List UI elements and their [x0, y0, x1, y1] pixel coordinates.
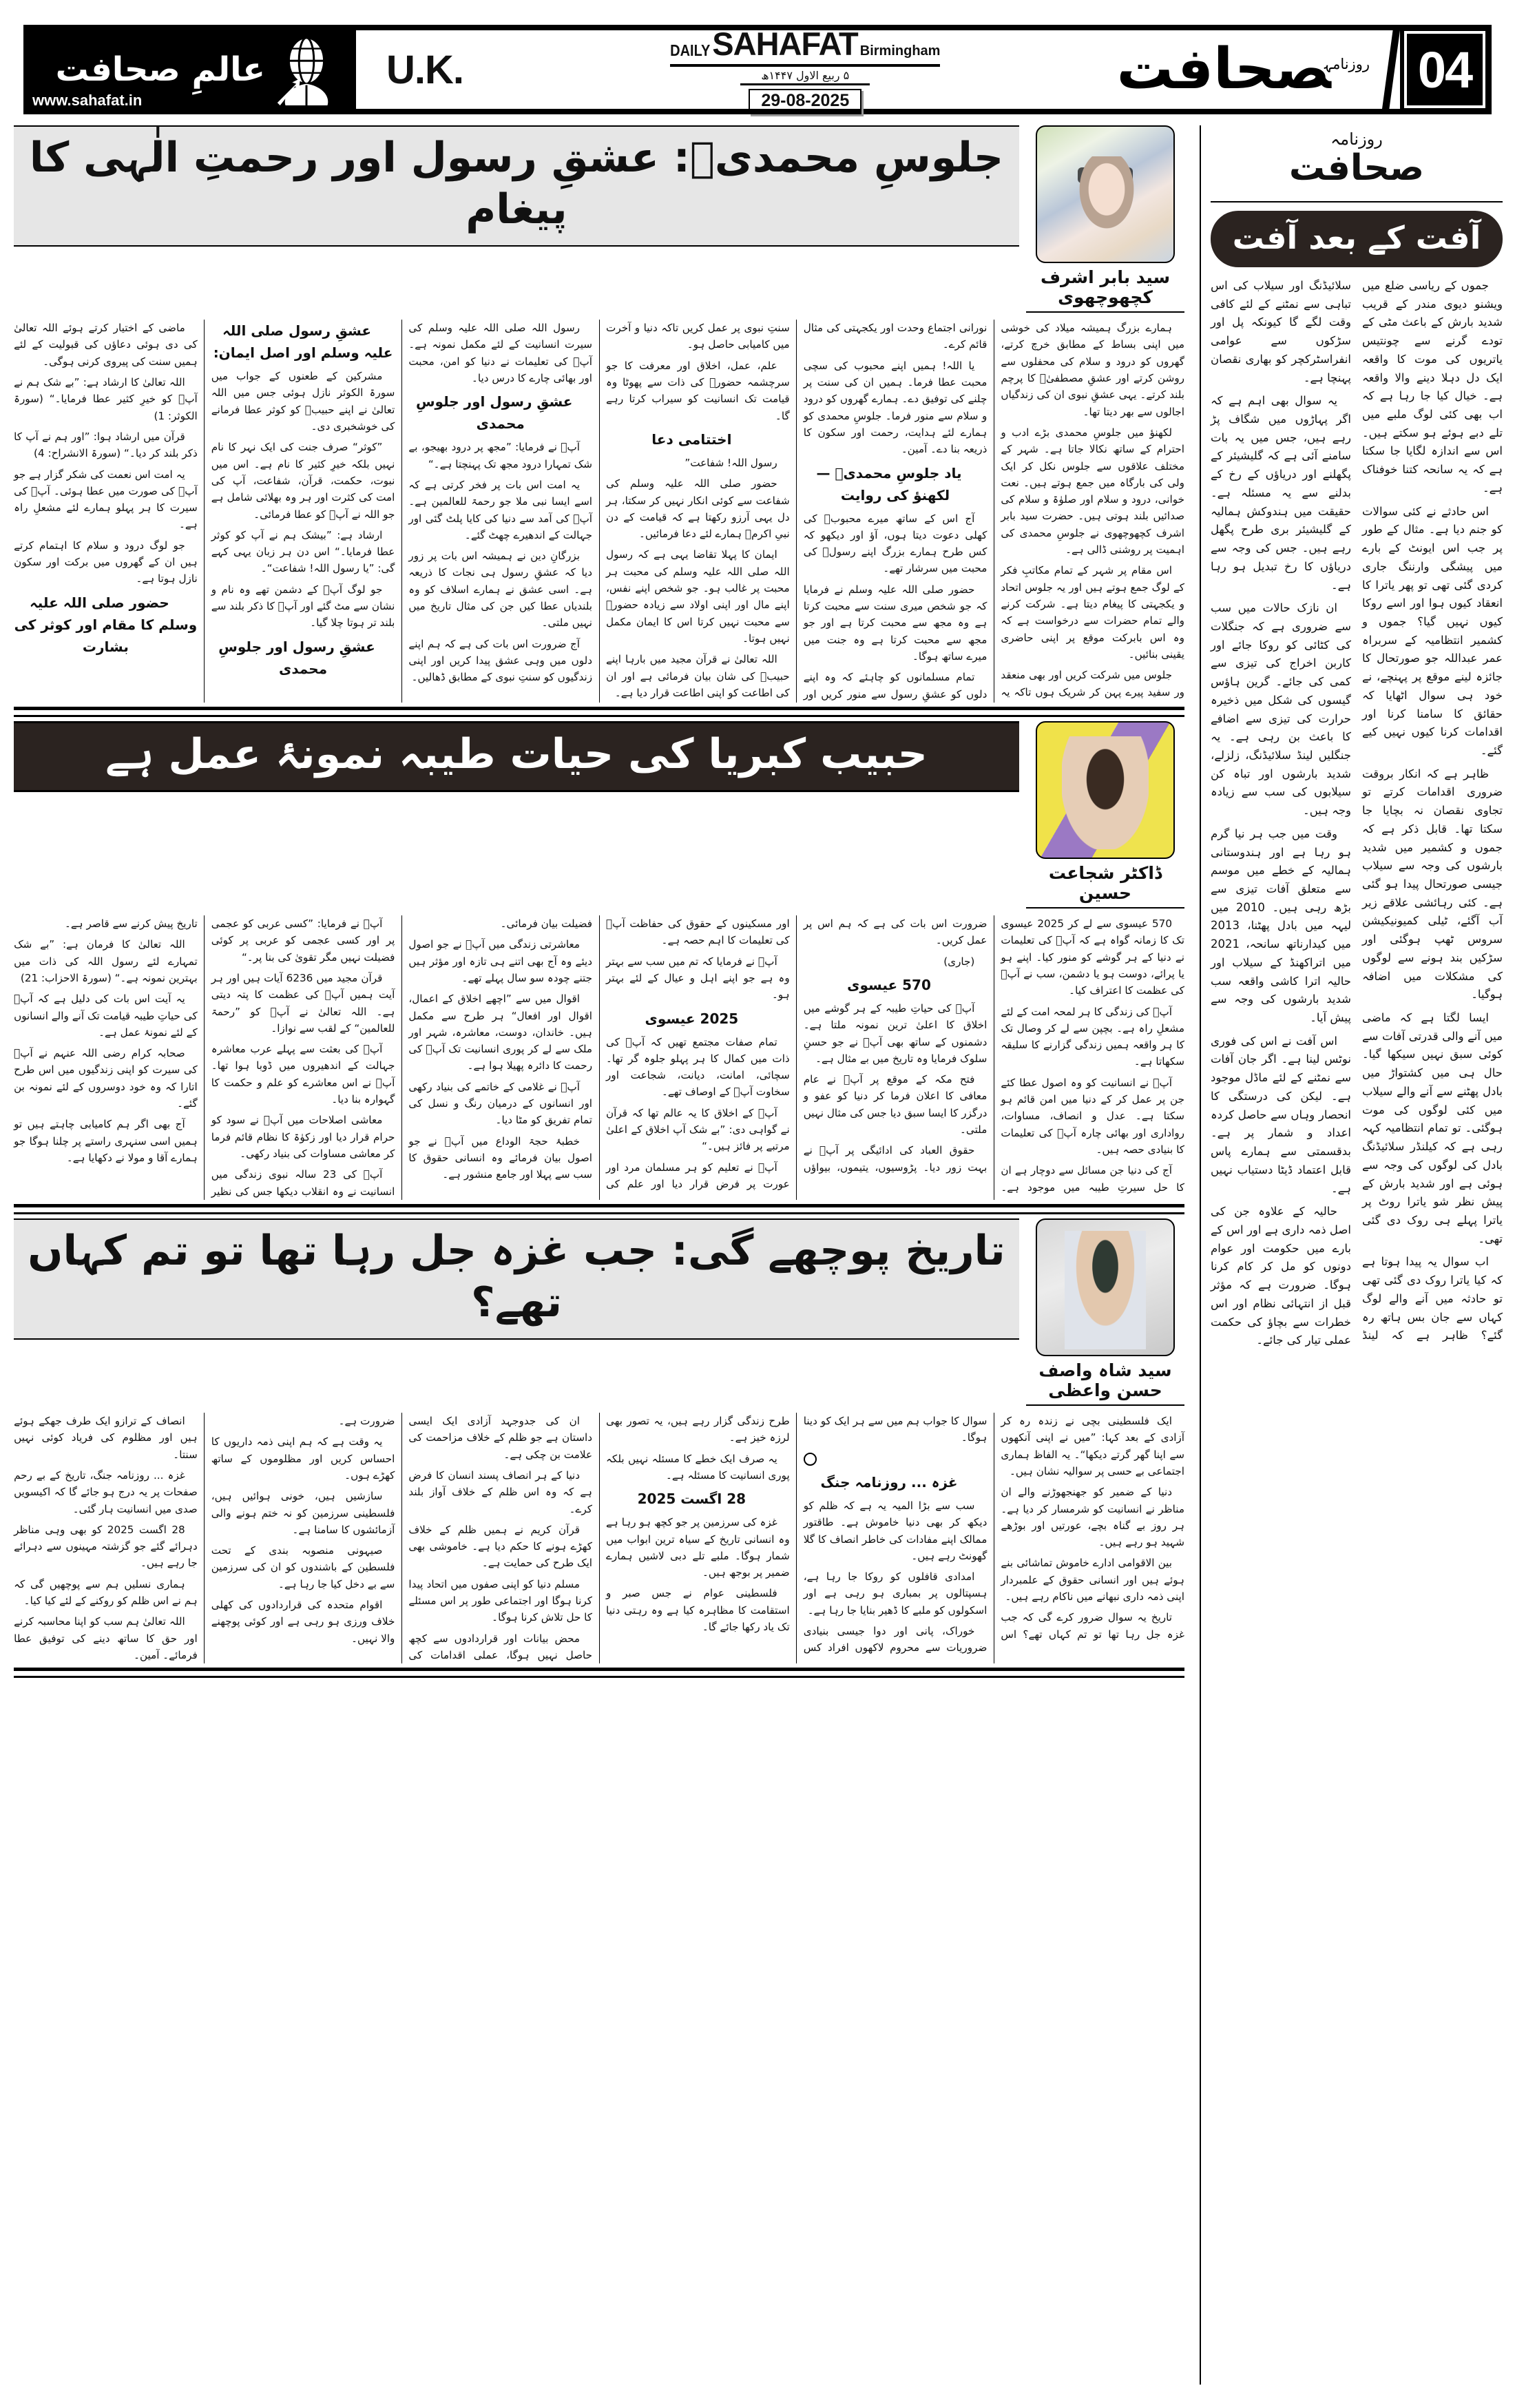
end-mark	[804, 1451, 988, 1467]
author-photo-shujaat-hussain	[1036, 721, 1175, 859]
page-number-badge: 04	[1404, 31, 1485, 108]
article-1-title: جلوسِ محمدیؐ: عشقِ رسول اور رحمتِ الٰہی کا پیغام	[14, 125, 1019, 247]
article-paragraph: قرآن کریم نے ہمیں ظلم کے خلاف کھڑے ہونے کا حکم دیا ہے۔ خاموشی بھی ایک طرح کی حمایت ہے۔	[408, 1523, 593, 1570]
article-paragraph: قرآن مجید میں 6236 آیات ہیں اور ہر آیت ہمیں آپؐ کی عظمت کا پتہ دیتی ہے۔ اللہ تعالیٰ نے آپؐ کو ”رحمۃ للعالمین“ کے لقب سے نوازا۔	[211, 971, 395, 1035]
article-paragraph: حقوق العباد کی ادائیگی پر آپؐ نے بہت زور دیا۔ پڑوسیوں، یتیموں، بیواؤں اور مسکینوں کے حقوق کی حفاظت آپؐ کی تعلیمات کا اہم حصہ ہے۔	[606, 917, 988, 1174]
article-paragraph: سب سے بڑا المیہ یہ ہے کہ ظلم کو دیکھ کر بھی دنیا خاموش ہے۔ طاقتور ممالک اپنے مفادات کی خاطر انصاف کا گلا گھونٹ رہے ہیں۔	[803, 1499, 988, 1562]
editorial-brand	[1211, 125, 1503, 189]
article-2-byline: ڈاکٹر شجاعت حسین	[1026, 863, 1184, 909]
article-3-byline: سید شاہ واصف حسن واعظی	[1026, 1360, 1184, 1406]
article-2-body	[14, 915, 1184, 1200]
article-paragraph: صیہونی منصوبہ بندی کے تحت فلسطین کے باشندوں کو ان کی سرزمین سے بے دخل کیا جا رہا ہے۔	[211, 1544, 395, 1590]
article-paragraph: لکھنؤ میں جلوسِ محمدی بڑے ادب و احترام کے ساتھ نکالا جاتا ہے۔ شہر کے مختلف علاقوں سے جلوس نکل کر ایک ولی کی بارگاہ میں جمع ہوتے ہیں۔ نعت خوانی، درود و سلام اور صلوٰۃ و سلام کی صدائیں بلند ہوتی ہیں۔ حضرت سید بابر اشرف کچھوچھوی نے جلوسِ محمدی کی اہمیت پر روشنی ڈالی ہے۔	[1001, 426, 1184, 557]
article-paragraph: دنیا کے ہر انصاف پسند انسان کا فرض ہے کہ وہ اس ظلم کے خلاف آواز بلند کرے۔	[408, 1468, 593, 1515]
article-paragraph: آج ضرورت اس بات کی ہے کہ ہم اپنے دلوں میں وہی عشق پیدا کریں اور اپنی زندگیوں کو سنتِ نبوی کے مطابق ڈھالیں۔	[408, 637, 593, 684]
hijri-date: ۵ ربیع الاول ۱۴۴۷ھ	[740, 69, 870, 85]
article-paragraph: آپؐ نے غلامی کے خاتمے کی بنیاد رکھی اور انسانوں کے درمیان رنگ و نسل کی تمام تفریق کو مٹا دیا۔	[408, 1080, 593, 1127]
daily-label: DAILY	[670, 42, 711, 60]
article-subhead: عشقِ رسول صلی اللہ علیہ وسلم اور اصل ایمان:	[213, 322, 393, 361]
article-paragraph: تمام صفات مجتمع تھیں کہ آپؐ کی ذات میں کمال کا ہر پہلو جلوہ گر تھا۔ سچائی، امانت، دیانت، شجاعت اور سخاوت آپؐ کے اوصاف تھے۔	[606, 1035, 790, 1099]
article-paragraph: انصاف کے ترازو ایک طرف جھکے ہوئے ہیں اور مظلوم کی فریاد کوئی نہیں سنتا۔	[14, 1414, 198, 1461]
article-3-title: تاریخ پوچھے گی: جب غزہ جل رہا تھا تو تم کہاں تھے؟	[14, 1218, 1019, 1340]
article-paragraph: ہمارے بزرگ ہمیشہ میلاد کی خوشی میں اپنی بساط کے مطابق خرچ کرتے، گھروں کو درود و سلام کی محفلوں سے روشن کرتے اور عشقِ مصطفیٰؐ کا پرچم بلند کرتے۔ یہی عشقِ نبوی ان کی زندگیاں اجالوں سے بھر دیتا تھا۔	[1001, 322, 1184, 418]
article-paragraph: بزرگانِ دین نے ہمیشہ اس بات پر زور دیا کہ عشقِ رسول ہی نجات کا ذریعہ ہے۔ اسی عشق نے ہمارے اسلاف کو وہ بلندیاں عطا کیں جن کی مثال تاریخ میں نہیں ملتی۔	[408, 550, 593, 630]
globe-icon	[269, 32, 344, 107]
article-paragraph: یہ امت اس بات پر فخر کرتی ہے کہ اسے ایسا نبی ملا جو رحمۃ للعالمین ہے۔ آپؐ کی آمد سے دنیا کی کایا پلٹ گئی اور جہالت کے اندھیرے چھٹ گئے۔	[408, 478, 593, 541]
article-2-header	[14, 721, 1184, 909]
article-paragraph: دنیا کے ضمیر کو جھنجھوڑنے والے ان مناظر نے انسانیت کو شرمسار کر دیا ہے۔ ہر روز بے گناہ بچے، عورتیں اور بوڑھے شہید ہو رہے ہیں۔	[1001, 1486, 1184, 1549]
editorial-paragraph: ایسا لگتا ہے کہ ماضی میں آنے والی قدرتی آفات سے کوئی سبق نہیں سیکھا گیا۔ حال ہی میں کشتواڑ میں بادل پھٹنے سے آنے والے سیلاب میں کئی لوگوں کی موت ہوگئی۔ تو تمام انتظامیہ کہہ رہی ہے کہ کیلنڈر سلائیڈنگ بادل کی لوگوں کی وجہ سے ہوئی ہے اور شدید بارش کے پیش نظر شو یاترا روٹ پر یاترا پہلے ہی روک دی گئی تھی۔	[1362, 1011, 1503, 1245]
article-paragraph: صحابہ کرام رضی اللہ عنہم نے آپؐ کی سیرت کو اپنی زندگیوں میں اس طرح اتارا کہ وہ خود دوسروں کے لئے نمونہ بن گئے۔	[14, 1047, 198, 1110]
editorial-paragraph: ظاہر ہے کہ انکار بروقت ضروری اقدامات کرتے تو تجاوی نقصان نہ بچایا جا سکتا تھا۔ قابل ذکر ہے کہ جموں و کشمیر میں شدید بارشوں کی وجہ سے سیلاب جیسی صورتحال پیدا ہو گئی ہے۔ کئی رہائشی علاقے زیر آب آگئے، ٹیلی کمیونیکیشن سروس ٹھپ ہوگئی اور سڑکیں بند ہونے سے لوگوں کی مشکلات میں اضافہ ہوگیا۔	[1362, 767, 1503, 1001]
article-subhead: عشقِ رسول اور جلوسِ محمدی	[218, 638, 375, 677]
article-paragraph: معاشی اصلاحات میں آپؐ نے سود کو حرام قرار دیا اور زکوٰۃ کا نظام قائم فرما کر معاشی مساوات کی بنیاد رکھی۔	[211, 1114, 395, 1160]
article-paragraph: آپؐ نے فرمایا کہ تم میں سب سے بہتر وہ ہے جو اپنے اہل و عیال کے لئے بہتر ہو۔	[606, 955, 790, 1001]
circle-end-icon	[804, 1453, 817, 1466]
article-subhead: 2025 عیسوی	[645, 1010, 739, 1027]
article-2-bottom-rule	[14, 1204, 1184, 1214]
article-paragraph: آپؐ نے انسانیت کو وہ اصول عطا کئے جن پر عمل کر کے دنیا میں امن قائم ہو سکتا ہے۔ عدل و انصاف، مساوات، رواداری اور بھائی چارہ آپؐ کی تعلیمات کا بنیادی حصہ ہیں۔	[1001, 1076, 1184, 1156]
article-2	[14, 721, 1184, 1214]
article-paragraph: رسول اللہ! شفاعت”	[685, 456, 777, 469]
article-subhead: 28 اگست 2025	[637, 1491, 746, 1508]
article-paragraph: غزہ کی سرزمین پر جو کچھ ہو رہا ہے وہ انسانی تاریخ کے سیاہ ترین ابواب میں شمار ہوگا۔ ملبے تلے دبی لاشیں ہمارے ضمیر پر بوجھ ہیں۔	[606, 1516, 790, 1579]
nameplate-urdu	[1116, 37, 1370, 103]
author-photo-wasif-hasan-waezi	[1036, 1218, 1175, 1356]
article-paragraph: اللہ تعالیٰ کا ارشاد ہے: ”بے شک ہم نے آپؐ کو خیرِ کثیر عطا فرمایا۔“ (سورۃ الکوثر: 1)	[14, 375, 198, 422]
editorial-divider	[1211, 201, 1503, 203]
article-paragraph: یہ آیت اس بات کی دلیل ہے کہ آپؐ کی حیاتِ طیبہ قیامت تک آنے والے انسانوں کے لئے نمونۂ عمل ہے۔	[14, 993, 198, 1039]
nameplate-urdu-text: صحافت	[1116, 37, 1331, 103]
article-paragraph: آپؐ کی حیاتِ طیبہ کے ہر گوشے میں اخلاق کا اعلیٰ ترین نمونہ ملتا ہے۔ دشمنوں کے ساتھ بھی آپؐ نے جو حسنِ سلوک فرمایا وہ تاریخ میں بے مثال ہے۔	[803, 1001, 988, 1065]
article-1-author-block	[1026, 125, 1184, 313]
article-paragraph: خوراک، پانی اور دوا جیسی بنیادی ضروریات سے محروم لاکھوں افراد کس طرح زندگی گزار رہے ہیں، یہ تصور بھی لرزہ خیز ہے۔	[606, 1414, 988, 1654]
article-1	[14, 125, 1184, 717]
article-paragraph: آپؐ نے تعلیم کو ہر مسلمان مرد اور عورت پر فرض قرار دیا اور علم کی فضیلت بیان فرمائی۔	[500, 917, 790, 1190]
editorial-title: آفت کے بعد آفت	[1211, 211, 1503, 267]
article-paragraph: علم، عمل، اخلاق اور معرفت کا جو سرچشمہ حضورؐ کی ذات سے پھوٹا وہ قیامت تک انسانیت کو سیراب کرتا رہے گا۔	[606, 359, 790, 422]
article-paragraph: ان کی جدوجہد آزادی ایک ایسی داستان ہے جو ظلم کے خلاف مزاحمت کی علامت بن چکی ہے۔	[408, 1414, 593, 1461]
article-1-bottom-rule	[14, 707, 1184, 717]
article-subhead: 570 عیسوی	[847, 976, 931, 993]
article-3-body	[14, 1413, 1184, 1663]
article-paragraph: حضور صلی اللہ علیہ وسلم کی شفاعت سے کوئی انکار نہیں کر سکتا، ہر دل یہی آرزو رکھتا ہے کہ قیامت کے دن نبیِ اکرمؐ ہمارے لئے دعا فرمائیں۔	[606, 477, 790, 541]
editorial-body	[1211, 277, 1503, 2109]
editorial-paragraph: اب سوال یہ پیدا ہوتا ہے کہ کیا یاترا روک دی گئی تھی تو حادثہ میں آنے والے لوگ کہاں سے جان بس ہاتھ رہ گئے؟ ظاہر ہے کہ لینڈ سلائیڈنگ اور سیلاب کی اس تباہی سے نمٹنے کے لئے کافی وقت لگے گا کیونکہ پل اور سڑکوں سے عوامی انفراسٹرکچر کو بھاری نقصان پہنچا ہے۔	[1211, 279, 1503, 1342]
article-paragraph: اللہ تعالیٰ کا فرمان ہے: ”بے شک تمہارے لئے رسول اللہ کی ذات میں بہترین نمونہ ہے۔“ (سورۃ الاحزاب: 21)	[14, 938, 198, 984]
article-paragraph: ہماری نسلیں ہم سے پوچھیں گی کہ ہم نے اس ظلم کو روکنے کے لئے کیا کیا۔	[14, 1577, 198, 1608]
article-paragraph: تاریخ یہ سوال ضرور کرے گی کہ جب غزہ جل رہا تھا تو تم کہاں تھے؟ اس سوال کا جواب ہم میں سے ہر ایک کو دینا ہوگا۔	[803, 1414, 1184, 1641]
article-paragraph: بین الاقوامی ادارے خاموش تماشائی بنے ہوئے ہیں اور انسانی حقوق کے علمبردار اپنی ذمہ داری نبھانے میں ناکام رہے ہیں۔	[1001, 1557, 1184, 1603]
editorial-paragraph: یہ سوال بھی اہم ہے کہ اگر پہاڑوں میں شگاف پڑ رہے ہیں، جس میں یہ بات سامنے آئی ہے کہ گلیشیئر کے پگھلنے اور دریاؤں کے رخ کے بدلنے سے یہ مسئلہ ہے۔ حقیقت میں ہندوکش ہمالیہ کے گلیشیئر بری طرح پگھل رہے ہیں۔ جس کی وجہ سے دریاؤں کا رخ تبدیل ہو رہا ہے۔	[1211, 394, 1351, 592]
editorial-brand-small: روزنامہ	[1330, 129, 1383, 149]
article-paragraph: آپؐ نے فرمایا: ”کسی عربی کو عجمی پر اور کسی عجمی کو عربی پر کوئی فضیلت نہیں مگر تقویٰ کی بنا پر۔“	[211, 917, 395, 964]
article-paragraph: حضور صلی اللہ علیہ وسلم نے فرمایا کہ جو شخص میری سنت سے محبت کرتا ہے وہ مجھ سے محبت کرتا ہے اور جو مجھ سے محبت کرتا ہے وہ جنت میں میرے ساتھ ہوگا۔	[803, 583, 988, 663]
article-subhead: یاد جلوسِ محمدیؐ — لکھنؤ کی روایت	[816, 464, 962, 504]
article-paragraph: امدادی قافلوں کو روکا جا رہا ہے، ہسپتالوں پر بمباری ہو رہی ہے اور اسکولوں کو ملبے کا ڈھیر بنایا جا رہا ہے۔	[803, 1570, 988, 1617]
editorial-brand-big: صحافت	[1288, 147, 1425, 189]
article-3-author-block	[1026, 1218, 1184, 1406]
article-paragraph: فلسطینی عوام نے جس صبر و استقامت کا مظاہرہ کیا ہے وہ رہتی دنیا تک یاد رکھا جائے گا۔	[606, 1587, 790, 1634]
editorial-rail	[1200, 125, 1503, 2385]
article-paragraph: فتح مکہ کے موقع پر آپؐ نے عام معافی کا اعلان فرما کر دنیا کو عفو و درگزر کا ایسا سبق دیا جس کی مثال نہیں ملتی۔	[803, 1073, 988, 1136]
editorial-paragraph: ان نازک حالات میں سب سے ضروری ہے کہ جنگلات کی کٹائی کو روکا جائے اور کاربن اخراج کی تیزی سے کمی کی جائے۔ گرین ہاؤس گیسوں کی شکل میں ذخیرہ حرارت کی تیزی سے اضافے کا باعث بن رہی ہے۔ یہ جنگلیں لینڈ سلائیڈنگ، زلزلے، شدید بارشوں اور تباہ کن سیلابوں کی سب سے زیادہ وجہ ہیں۔	[1211, 601, 1351, 818]
article-paragraph: آپؐ نے فرمایا: ”مجھ پر درود بھیجو، بے شک تمہارا درود مجھ تک پہنچتا ہے۔“	[408, 441, 593, 470]
editorial-paragraph: جموں کے ریاسی ضلع میں ویشنو دیوی مندر کے قریب شدید بارش کے باعث مٹی کے تودے گرنے سے چونتیس یاتریوں کی موت کا واقعہ ایک دل دہلا دینے والا واقعہ ہے۔ خیال کیا جا رہا ہے کہ اب بھی کئی لوگ ملبے میں تلے دبے ہوئے ہو سکتے ہیں۔ اس سے اندازہ لگایا جا سکتا ہے کہ یہ سانحہ کتنا خوفناک ہے۔	[1362, 279, 1503, 495]
article-1-body	[14, 320, 1184, 703]
article-subhead: اختتامی دعا	[651, 430, 732, 448]
article-subhead: غزہ ... روزنامہ جنگ	[820, 1473, 958, 1491]
article-1-byline: سید بابر اشرف کچھوچھوی	[1026, 267, 1184, 313]
article-3-header	[14, 1218, 1184, 1406]
main-articles	[14, 125, 1184, 1682]
editorial-paragraph: حالیہ کے علاوہ جن کی اصل ذمہ داری ہے اور اس کے بارے میں حکومت اور عوام دونوں کو مل کر کام کرنا ہوگا۔ ضرورت ہے کہ مؤثر قبل از انتہائی نظام اور اس خطرات سے بچاؤ کی حکمت عملی تیار کی جائے۔	[1211, 1205, 1351, 1347]
article-paragraph: آج بھی اگر ہم کامیابی چاہتے ہیں تو ہمیں اسی سنہری راستے پر چلنا ہوگا جو ہمارے آقا و مولا نے دکھایا ہے۔	[14, 1118, 198, 1164]
article-paragraph: ایک فلسطینی بچی نے زندہ رہ کر آزادی کے بعد کہا: ”میں نے اپنی آنکھوں سے اپنا گھر گرتے دیکھا“۔ یہ الفاظ ہماری اجتماعی بے حسی پر سوالیہ نشان ہیں۔	[1001, 1414, 1184, 1477]
article-subhead: عشقِ رسول اور جلوسِ محمدی	[415, 393, 573, 433]
page-body	[12, 125, 1503, 2398]
article-paragraph: ایمان کا پہلا تقاضا یہی ہے کہ رسول اللہ صلی اللہ علیہ وسلم کی محبت ہر محبت پر غالب ہو۔ جو شخص اپنے نفس، اپنے مال اور اپنی اولاد سے زیادہ حضورؐ سے محبت نہیں کرتا اس کا ایمان مکمل نہیں ہوتا۔	[606, 548, 790, 645]
masthead-center-block	[494, 25, 1117, 114]
article-paragraph: آج کی دنیا جن مسائل سے دوچار ہے ان کا حل سیرتِ طیبہ میں موجود ہے۔ ضرورت اس بات کی ہے کہ ہم اس پر عمل کریں۔	[803, 917, 1184, 1194]
article-paragraph: یہ وقت ہے کہ ہم اپنی ذمہ داریوں کا احساس کریں اور مظلوموں کے ساتھ کھڑے ہوں۔	[211, 1435, 395, 1482]
nameplate-small-urdu: روزنامہ	[1324, 55, 1370, 72]
article-paragraph: آپؐ کی بعثت سے پہلے عرب معاشرہ جہالت کے اندھیروں میں ڈوبا ہوا تھا۔ آپؐ نے اس معاشرے کو علم و حکمت کا گہوارہ بنا دیا۔	[211, 1043, 395, 1106]
article-paragraph: غزہ ... روزنامہ جنگ، تاریخ کے بے رحم صفحات پر یہ درج ہو جائے گا کہ اکیسویں صدی میں انسانیت ہار گئی۔	[14, 1468, 198, 1515]
article-paragraph: قرآن میں ارشاد ہوا: ”اور ہم نے آپ کا ذکر بلند کر دیا۔“ (سورۃ الانشراح: 4)	[14, 430, 198, 460]
masthead-nameplate	[1116, 37, 1382, 103]
article-paragraph: رسول اللہ صلی اللہ علیہ وسلم کی سیرت انسانیت کے لئے مکمل نمونہ ہے۔ آپؐ کی تعلیمات نے دنیا کو امن، محبت اور بھائی چارے کا درس دیا۔	[408, 322, 593, 384]
masthead-title-line	[670, 25, 940, 67]
masthead-slash-decoration	[1382, 30, 1400, 109]
article-paragraph: یہ امت اس نعمت کی شکر گزار ہے جو آپؐ کی صورت میں عطا ہوئی۔ آپؐ کی سیرت کا ہر پہلو ہمارے لئے مشعلِ راہ ہے۔	[14, 468, 198, 531]
article-paragraph: مشرکین کے طعنوں کے جواب میں سورۃ الکوثر نازل ہوئی جس میں اللہ تعالیٰ نے اپنے حبیبؐ کو کوثر عطا فرمانے کی خوشخبری دی۔	[211, 370, 395, 433]
article-3-bottom-rule	[14, 1668, 1184, 1678]
author-photo-babar-ashraf	[1036, 125, 1175, 263]
masthead	[23, 25, 1492, 114]
article-paragraph: آپؐ کے اخلاق کا یہ عالم تھا کہ قرآن نے گواہی دی: ”بے شک آپ اخلاق کے اعلیٰ مرتبے پر فائز ہیں۔“	[606, 1106, 790, 1153]
article-paragraph: تمام مسلمانوں کو چاہئے کہ وہ اپنے دلوں کو عشقِ رسول سے منور کریں اور سنتِ نبوی پر عمل کریں تاکہ دنیا و آخرت میں کامیابی حاصل ہو۔	[606, 322, 988, 700]
article-2-author-block	[1026, 721, 1184, 909]
article-paragraph: جو لوگ درود و سلام کا اہتمام کرتے ہیں ان کے گھروں میں برکت اور سکون نازل ہوتا ہے۔	[14, 539, 198, 585]
editorial-paragraph: اس حادثے نے کئی سوالات کو جنم دیا ہے۔ مثال کے طور پر جب اس ایونٹ کے بارے میں پیشگی وارننگ جاری کردی گئی تھی تو پھر یاترا کا انعقاد کیوں ہوا اور اسے روکا کیوں نہیں گیا؟ جموں و کشمیر انتظامیہ کے سربراہ عمر عبداللہ جو صورتحال کا جائزہ لینے موقع پر پہنچے، نے خود ہی سوال اٹھایا کہ حقائق کا سامنا کرنا اور اقدامات کرنا کیوں نہیں کیے گئے۔	[1362, 504, 1503, 757]
article-2-title: حبیب کبریا کی حیات طیبہ نمونۂ عمل ہے	[14, 721, 1019, 792]
editorial-paragraph: اس آفت نے اس کی فوری نوٹس لینا ہے۔ اگر جان آفات سے نمٹنے کے لئے ماڈل موجود ہے۔ لیکن کی درستگی کا انحصار وہاں سے حاصل کردہ اعداد و شمار پر ہے۔ بدقسمتی سے ہمارے پاس قابل اعتماد ڈیٹا دستیاب نہیں ہے۔	[1211, 1034, 1351, 1195]
article-paragraph: ارشاد ہے: ”بیشک ہم نے آپ کو کوثر عطا فرمایا۔“ اس دن ہر زبان یہی کہے گی: ”یا رسول اللہ! شفاعت“۔	[211, 528, 395, 575]
article-1-header	[14, 125, 1184, 313]
region-label: U.K.	[386, 47, 463, 92]
article-paragraph: آج اس کے ساتھ میرے محبوبؐ کی کھلی دعوت دیتا ہوں، آؤ اور دیکھو کہ کس طرح ہمارے بزرگ اپنے رسولؐ کی محبت میں سرشار تھے۔	[803, 512, 988, 575]
masthead-white-panel	[356, 25, 1400, 110]
article-paragraph: جلوس میں شرکت کریں اور بھی منعقد ور سفید پیرے پہن کر شریک ہوں تاکہ یہ نورانی اجتماع وحدت اور یکجہتی کی مثال قائم کرے۔	[803, 322, 1184, 698]
article-3	[14, 1218, 1184, 1678]
article-paragraph: خطبۂ حجۃ الوداع میں آپؐ نے جو اصول بیان فرمائے وہ انسانی حقوق کا سب سے پہلا اور جامع منشور ہے۔	[408, 1134, 593, 1181]
article-paragraph: آپؐ کی 23 سالہ نبوی زندگی میں انسانیت نے وہ انقلاب دیکھا جس کی نظیر تاریخ پیش کرنے سے قاصر ہے۔	[64, 917, 395, 1198]
article-paragraph: اقوام متحدہ کی قراردادوں کی کھلی خلاف ورزی ہو رہی ہے اور کوئی پوچھنے والا نہیں۔	[211, 1599, 395, 1645]
article-paragraph: 28 اگست 2025 کو بھی وہی مناظر دہرائے گئے جو گزشتہ مہینوں سے دہرائے جا رہے ہیں۔	[14, 1523, 198, 1570]
city-label: Birmingham	[859, 43, 941, 59]
article-paragraph: آپؐ کی زندگی کا ہر لمحہ امت کے لئے مشعلِ راہ ہے۔ بچپن سے لے کر وصال تک کا ہر واقعہ ہمیں زندگی گزارنے کا سلیقہ سکھاتا ہے۔	[1001, 1005, 1184, 1068]
paper-name: SAHAFAT	[712, 25, 858, 62]
article-paragraph: مسلم دنیا کو اپنی صفوں میں اتحاد پیدا کرنا ہوگا اور اجتماعی طور پر اس مسئلے کا حل تلاش کرنا ہوگا۔	[408, 1577, 593, 1624]
brand-urdu-text: عالمِ صحافت	[55, 50, 265, 89]
article-paragraph: یہ صرف ایک خطے کا مسئلہ نہیں بلکہ پوری انسانیت کا مسئلہ ہے۔	[606, 1452, 790, 1482]
article-paragraph: اقوال میں سے ”اچھے اخلاق کے اعمال، اقوال اور افعال“ ہر طرح سے مکمل ہیں۔ خاندان، دوست، معاشرہ، شہر اور ملک سے لے کر پوری انسانیت تک آپؐ کی رحمت کا دائرہ پھیلا ہوا ہے۔	[408, 993, 593, 1072]
website-url[interactable]: www.sahafat.in	[32, 92, 143, 109]
article-paragraph: ”کوثر“ صرف جنت کی ایک نہر کا نام نہیں بلکہ خیرِ کثیر کا نام ہے۔ اس میں نبوت، حکمت، قرآن، شفاعت، آپ کی امت کی کثرت اور ہر وہ بھلائی شامل ہے جو اللہ نے آپؐ کو عطا فرمائی۔	[211, 441, 395, 521]
article-paragraph: جو لوگ آپؐ کے دشمن تھے وہ نام و نشان سے مٹ گئے اور آپؐ کا ذکر بلند سے بلند تر ہوتا چلا گیا۔	[211, 583, 395, 630]
article-paragraph: محض بیانات اور قراردادوں سے کچھ حاصل نہیں ہوگا، عملی اقدامات کی ضرورت ہے۔	[338, 1414, 593, 1661]
article-paragraph: اس مقام پر شہر کے تمام مکاتبِ فکر کے لوگ جمع ہوتے ہیں اور یہ جلوس اتحاد و یکجہتی کا پیغام دیتا ہے۔ شرکت کرنے والے تمام حضرات سے درخواست ہے کہ وہ اس بابرکت موقع پر اپنی حاضری یقینی بنائیں۔	[1001, 564, 1184, 661]
article-paragraph: اللہ تعالیٰ ہم سب کو اپنا محاسبہ کرنے اور حق کا ساتھ دینے کی توفیق عطا فرمائے۔ آمین۔	[14, 1615, 198, 1661]
issue-date: 29-08-2025	[749, 89, 861, 114]
article-paragraph: 570 عیسوی سے لے کر 2025 عیسوی تک کا زمانہ گواہ ہے کہ آپؐ کی تعلیمات نے دنیا کے ہر گوشے کو منور کیا۔ اپنے ہو یا پرائے، دوست ہو یا دشمن، سب نے آپؐ کی عظمت کا اعتراف کیا۔	[1001, 917, 1184, 997]
article-paragraph: اللہ تعالیٰ نے قرآن مجید میں بارہا اپنے حبیبؐ کی شان بیان فرمائی ہے اور ان کی اطاعت کو اپنی اطاعت قرار دیا ہے۔	[606, 653, 790, 699]
masthead-brand-panel	[25, 27, 356, 112]
article-paragraph: ماضی کے اختیار کرتے ہوئے اللہ تعالیٰ کی دی ہوئی دعاؤں کی قبولیت کے لئے ہمیں سنت کی پیروی کرنی ہوگی۔	[14, 322, 198, 368]
article-paragraph: (جاری)	[943, 955, 975, 968]
article-paragraph: سازشیں ہیں، خونی ہوائیں ہیں، فلسطینی سرزمین کو نہ ختم ہونے والی آزمائشوں کا سامنا ہے۔	[211, 1490, 395, 1536]
article-paragraph: یا اللہ! ہمیں اپنے محبوب کی سچی محبت عطا فرما۔ ہمیں ان کی سنت پر چلنے کی توفیق دے۔ ہمارے گھروں کو درود و سلام سے منور فرما۔ جلوسِ محمدی کو ہمارے لئے ہدایت، رحمت اور سکون کا ذریعہ بنا دے۔ آمین۔	[803, 359, 988, 456]
article-paragraph: معاشرتی زندگی میں آپؐ نے جو اصول دیئے وہ آج بھی اتنے ہی تازہ اور مؤثر ہیں جتنے چودہ سو سال پہلے تھے۔	[408, 938, 593, 984]
article-subhead: حضور صلی اللہ علیہ وسلم کا مقام اور کوثر کی بشارت	[14, 594, 198, 655]
editorial-paragraph: وقت میں جب ہر نیا گرم ہو رہا ہے اور ہندوستانی ہمالیہ کے خطے میں موسم سے متعلق آفات تیزی سے بڑھ رہی ہیں۔ 2010 میں لیہہ میں بادل پھٹنا، 2013 میں کیدارناتھ سانحہ، 2021 میں اتراکھنڈ کے سیلاب اور حالیہ اترا کاشی واقعہ سب شدید بارشوں کی وجہ سے پیش آیا۔	[1211, 827, 1352, 1025]
